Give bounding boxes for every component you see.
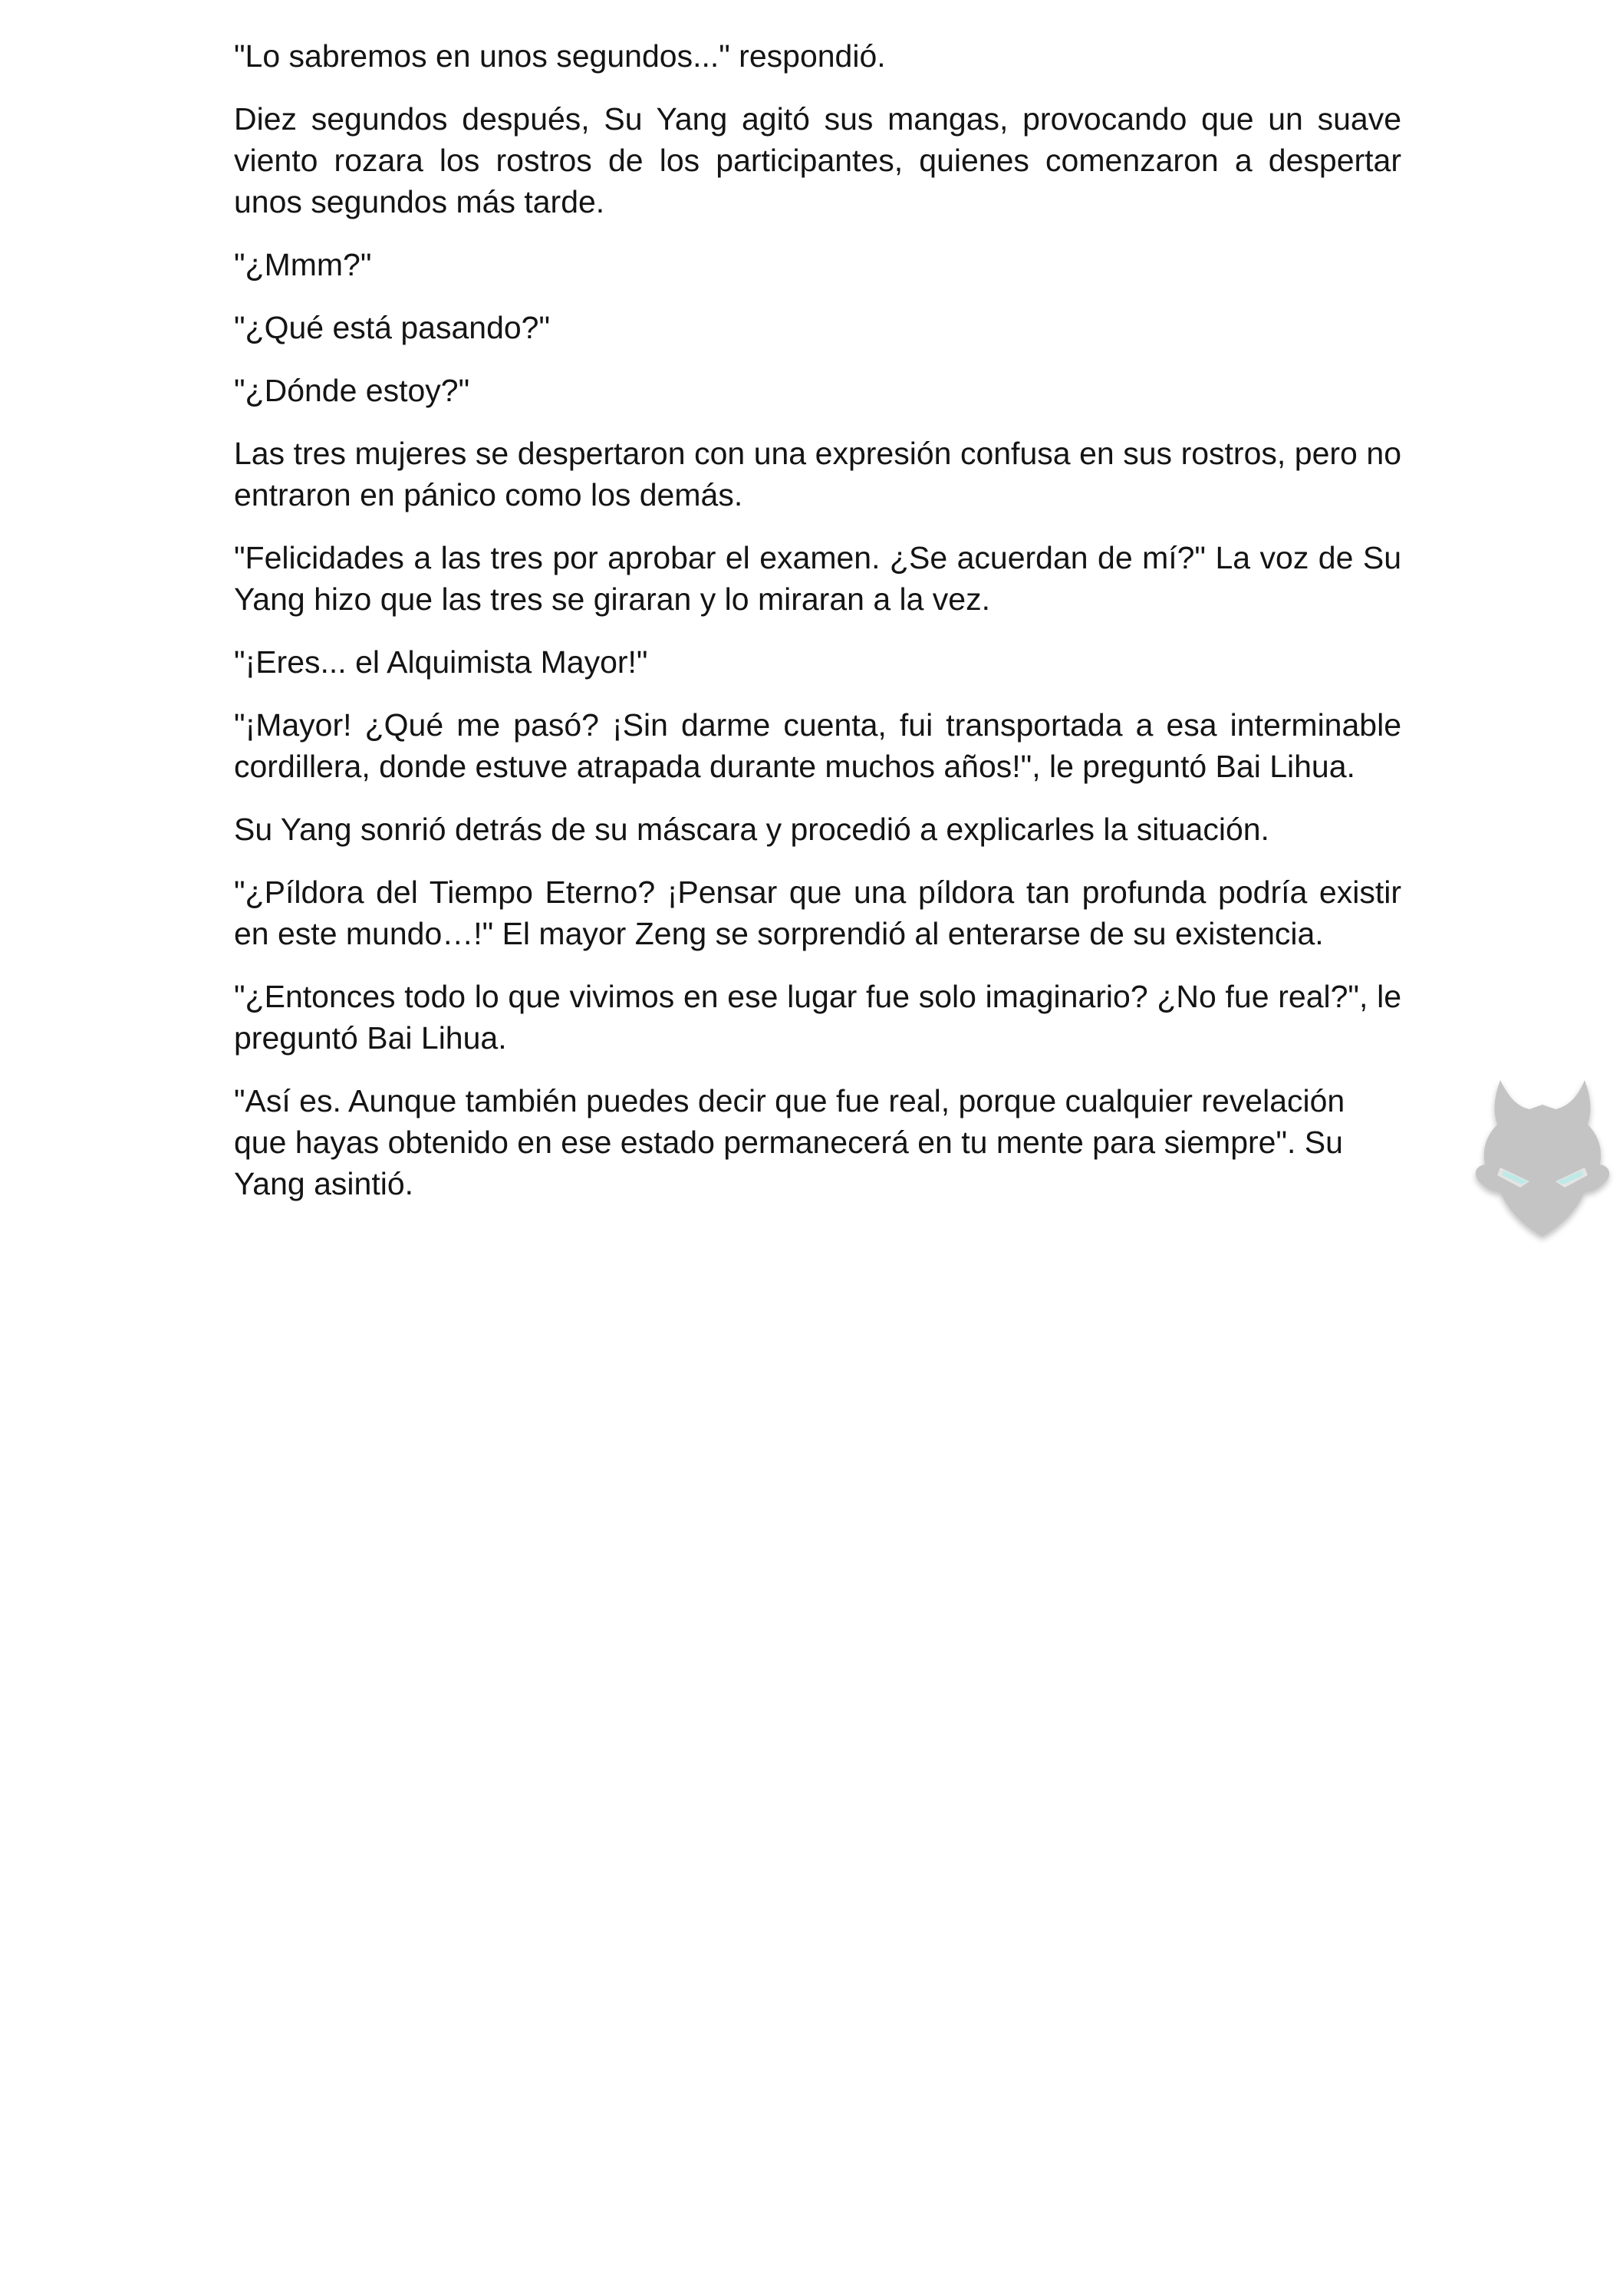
paragraph: Su Yang sonrió detrás de su máscara y procedió a explicarles la situación. — [234, 812, 1269, 847]
paragraph: "Lo sabremos en unos segundos..." respondió. — [234, 38, 886, 74]
paragraph: "¡Eres... el Alquimista Mayor!" — [234, 644, 648, 680]
paragraph: "¿Qué está pasando?" — [234, 310, 551, 345]
text-column — [234, 35, 1401, 1226]
paragraph: "Así es. Aunque también puedes decir que fue real, porque cualquier revelación que hayas obtenido en ese estado permanecerá en tu mente para siempre". Su Yang asintió. — [234, 1083, 1345, 1201]
paragraph: "¿Entonces todo lo que vivimos en ese lugar fue solo imaginario? ¿No fue real?", le preguntó Bai Lihua. — [234, 979, 1401, 1056]
paragraph: "¿Dónde estoy?" — [234, 373, 470, 408]
demon-head-icon — [1470, 1076, 1615, 1244]
paragraph: Las tres mujeres se despertaron con una expresión confusa en sus rostros, pero no entraron en pánico como los demás. — [234, 436, 1401, 512]
paragraph: "¿Píldora del Tiempo Eterno? ¡Pensar que una píldora tan profunda podría existir en este mundo…!" El mayor Zeng se sorprendió al enterarse de su existencia. — [234, 875, 1401, 951]
paragraph: Diez segundos después, Su Yang agitó sus mangas, provocando que un suave viento rozara los rostros de los participantes, quienes comenzaron a despertar unos segundos más tarde. — [234, 101, 1401, 219]
paragraph: "Felicidades a las tres por aprobar el examen. ¿Se acuerdan de mí?" La voz de Su Yang hizo que las tres se giraran y lo miraran a la vez. — [234, 540, 1401, 617]
paragraph: "¿Mmm?" — [234, 247, 372, 282]
paragraph: "¡Mayor! ¿Qué me pasó? ¡Sin darme cuenta, fui transportada a esa interminable cordillera, donde estuve atrapada durante muchos años!", le preguntó Bai Lihua. — [234, 707, 1401, 784]
